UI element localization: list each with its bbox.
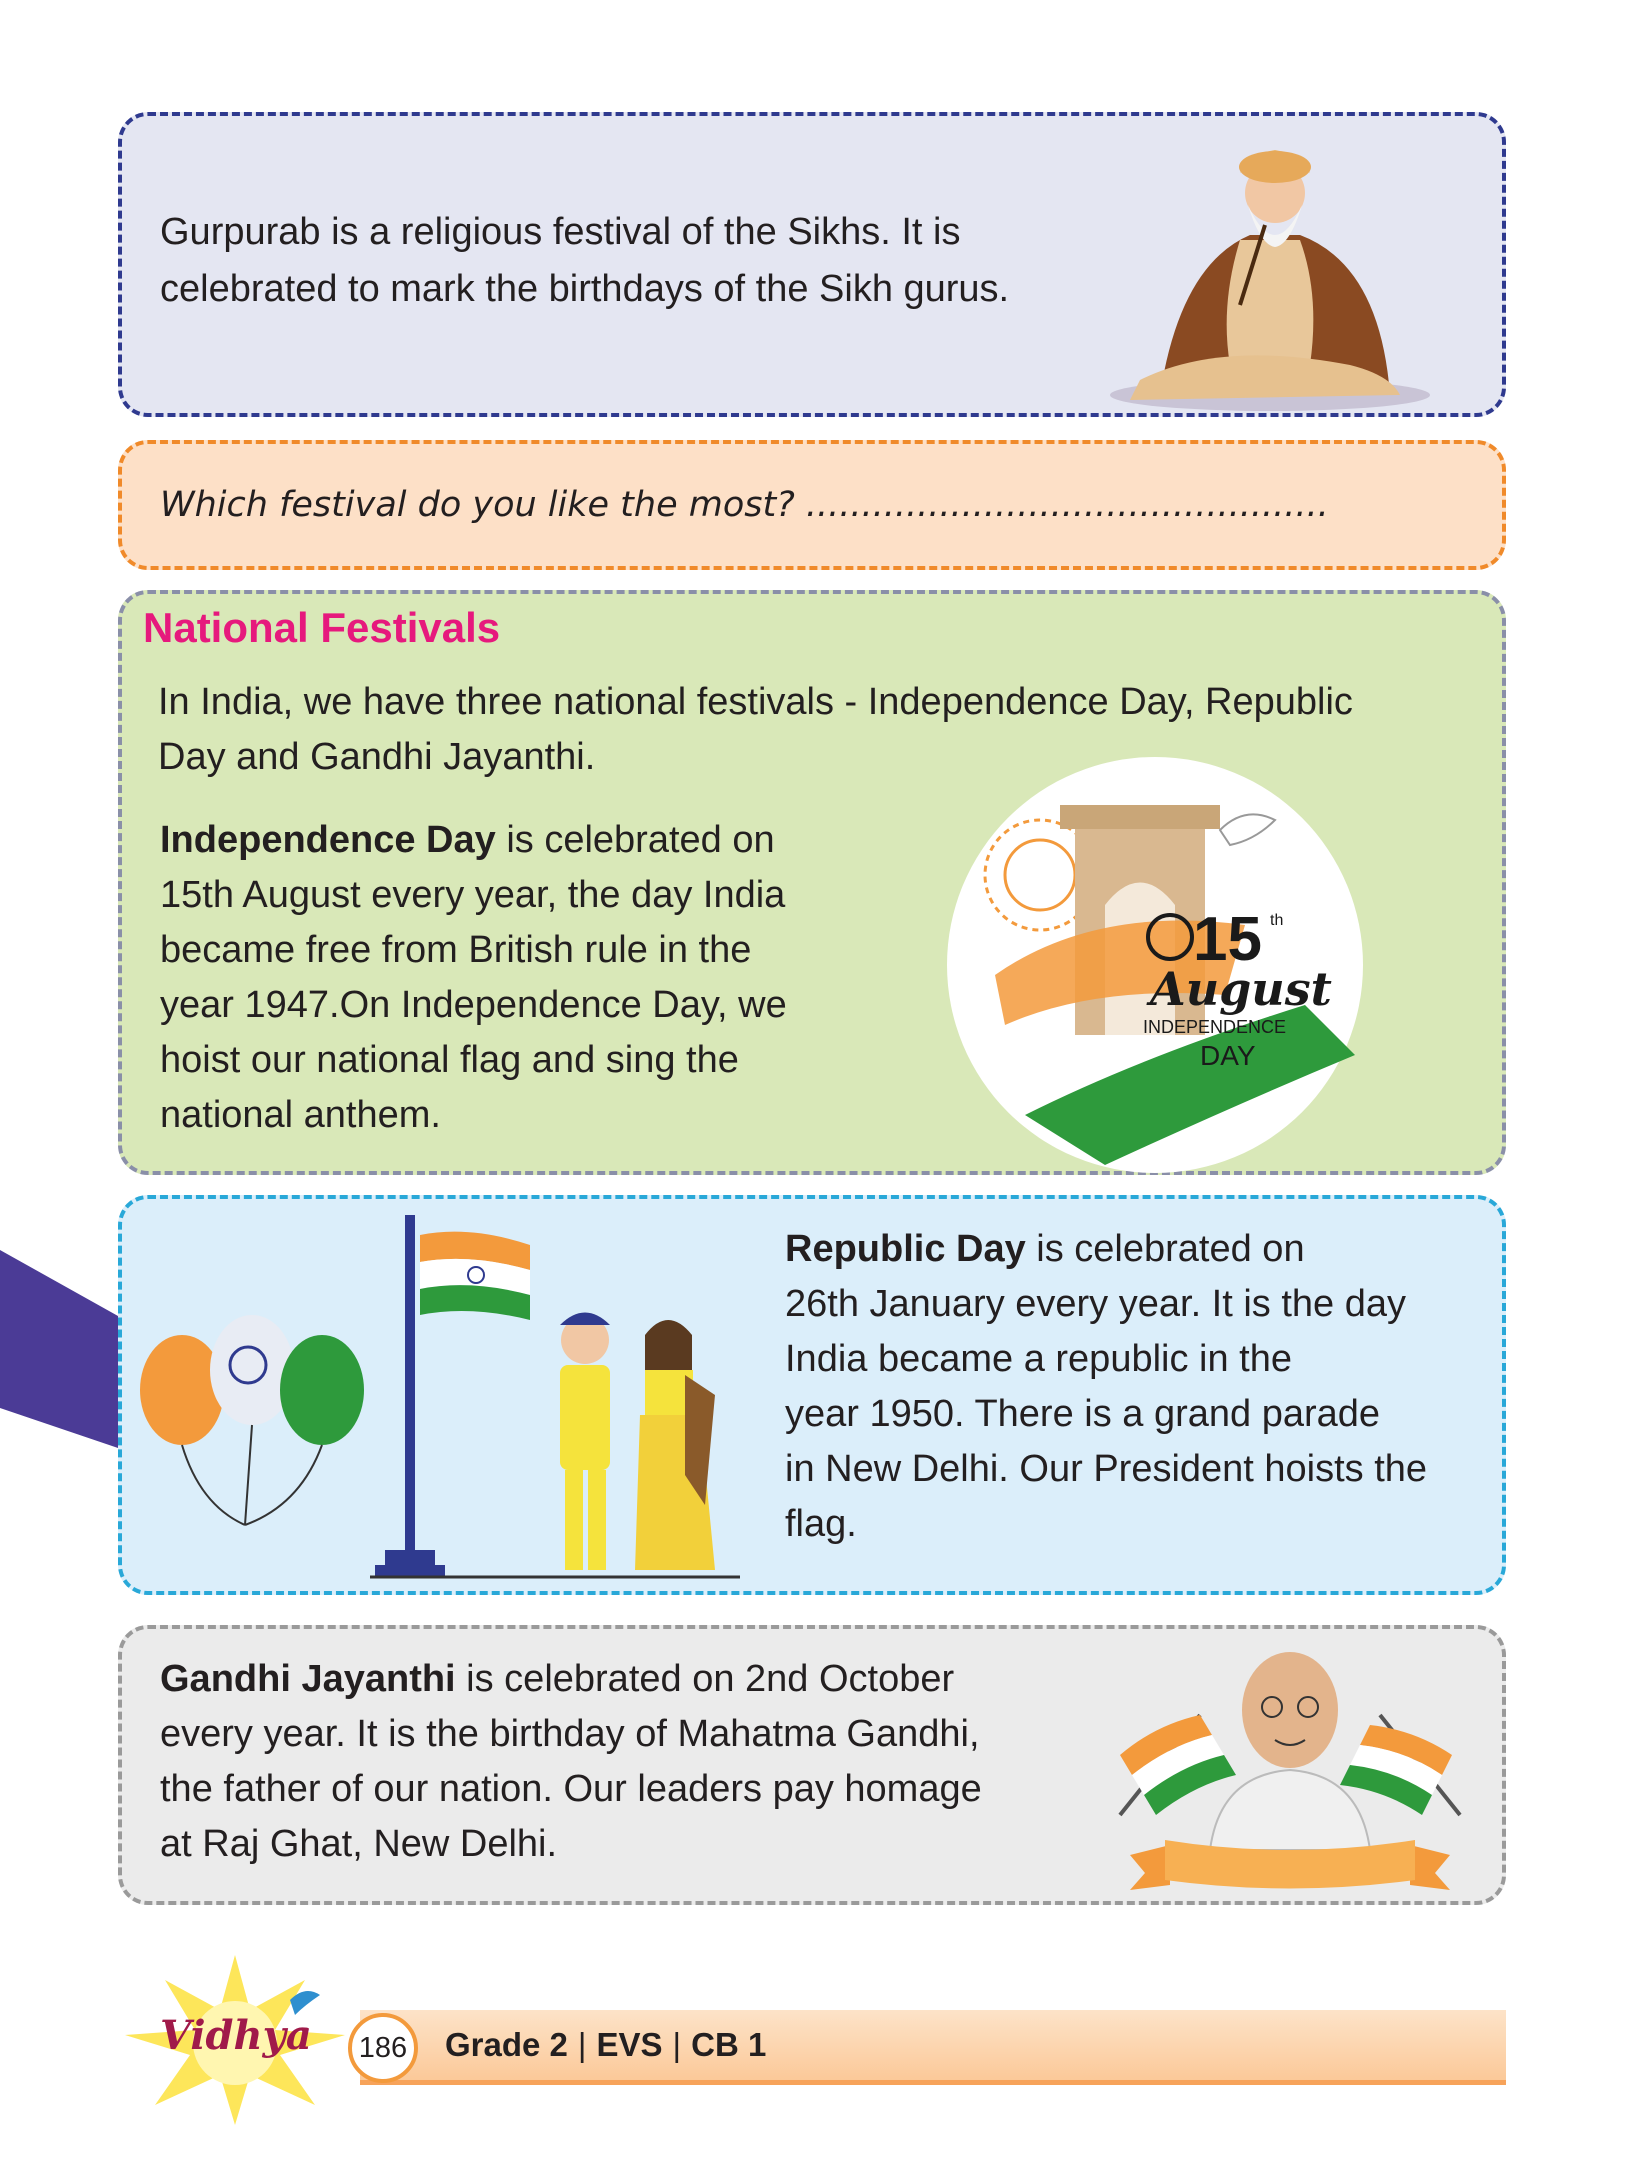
page-number: 186 xyxy=(348,2013,418,2083)
republic-line-2: 26th January every year. It is the day xyxy=(785,1283,1407,1325)
badge-word-1: INDEPENDENCE xyxy=(1143,1017,1287,1037)
independence-line-2: 15th August every year, the day India xyxy=(160,874,786,916)
independence-day-term: Independence Day xyxy=(160,819,496,861)
gandhi-illustration xyxy=(1100,1635,1480,1895)
gurpurab-text-line-2: celebrated to mark the birthdays of the Sikh gurus. xyxy=(160,268,1010,310)
sikh-guru-illustration xyxy=(1100,125,1440,415)
footer-info xyxy=(445,2020,766,2070)
gandhi-jayanthi-term: Gandhi Jayanthi xyxy=(160,1658,456,1700)
republic-line-1-rest: is celebrated on xyxy=(1025,1228,1305,1270)
independence-day-badge xyxy=(945,755,1365,1175)
national-intro-line-2: Day and Gandhi Jayanthi. xyxy=(158,736,596,778)
republic-line-1 xyxy=(785,1222,1305,1277)
independence-line-1-rest: is celebrated on xyxy=(495,819,775,861)
republic-day-illustration xyxy=(140,1205,760,1585)
republic-line-3: India became a republic in the xyxy=(785,1338,1292,1380)
vidhya-logo-text: Vidhya xyxy=(160,2012,312,2059)
badge-suffix: th xyxy=(1270,912,1284,929)
badge-month: August xyxy=(1150,962,1332,1016)
independence-line-3: became free from British rule in the xyxy=(160,929,752,971)
independence-line-6: national anthem. xyxy=(160,1094,441,1136)
gandhi-line-2: every year. It is the birthday of Mahatma Gandhi, xyxy=(160,1713,980,1755)
badge-word-2: DAY xyxy=(1200,1040,1256,1071)
gurpurab-text-line-1: Gurpurab is a religious festival of the Sikhs. It is xyxy=(160,211,961,253)
footer-separator-2: | xyxy=(672,2026,682,2063)
independence-line-5: hoist our national flag and sing the xyxy=(160,1039,739,1081)
badge-number: 15 xyxy=(1193,905,1262,974)
gandhi-line-4: at Raj Ghat, New Delhi. xyxy=(160,1823,558,1865)
footer-grade: Grade 2 xyxy=(445,2026,568,2063)
gandhi-line-1-rest: is celebrated on 2nd October xyxy=(455,1658,955,1700)
national-intro-line-1: In India, we have three national festivals - Independence Day, Republic xyxy=(158,681,1353,723)
republic-line-5: in New Delhi. Our President hoists the xyxy=(785,1448,1428,1490)
footer-subject: EVS xyxy=(596,2026,663,2063)
side-tab-decoration xyxy=(0,1250,120,1450)
republic-line-6: flag. xyxy=(785,1503,857,1545)
gandhi-line-1 xyxy=(160,1652,954,1707)
national-festivals-heading: National Festivals xyxy=(143,604,501,651)
independence-line-4: year 1947.On Independence Day, we xyxy=(160,984,787,1026)
footer-book: CB 1 xyxy=(691,2026,767,2063)
republic-line-4: year 1950. There is a grand parade xyxy=(785,1393,1381,1435)
independence-line-1 xyxy=(160,813,775,868)
question-prompt: Which festival do you like the most? ............................................... xyxy=(160,485,1329,525)
republic-day-term: Republic Day xyxy=(785,1228,1026,1270)
gandhi-line-3: the father of our nation. Our leaders pay homage xyxy=(160,1768,982,1810)
footer-separator-1: | xyxy=(577,2026,587,2063)
